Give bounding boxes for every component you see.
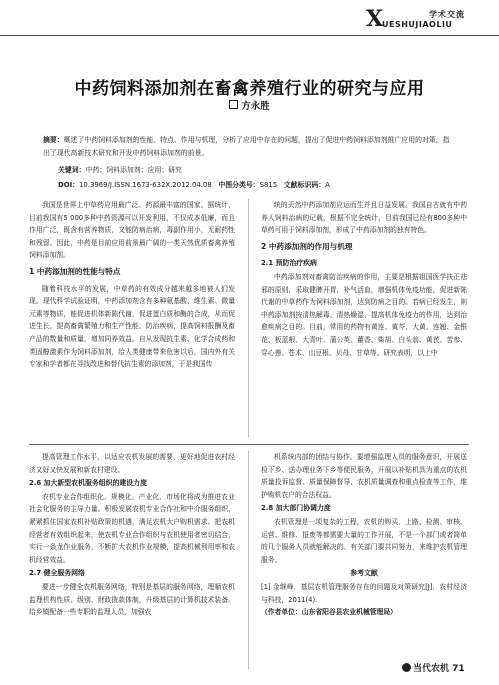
section-heading-2: 2 中药添加剂的作用与机理 [261,241,353,251]
clc-label: 中图分类号： [218,181,260,189]
author-line [0,98,499,112]
column-divider [248,199,249,437]
article-title: 中药饲料添加剂在畜禽养殖行业的研究与应用 [74,79,425,99]
section-heading-1: 1 中药添加剂的性能与特点 [29,266,121,276]
section-label-pinyin: UESHUJIAOLIU [382,20,453,29]
subsection-heading-2-8: 2.8 加大部门协调力度 [261,504,331,513]
page-footer [402,661,465,674]
paragraph: 随着科技水平的发展，中草药的有效成分越来越多地被人们发现。现代科学试验证明，中药添加剂含有多种氨基酸、维生素、微量元素等物质，能促进机体新陈代谢，促进蛋白质和酶的合成，从而促进生长，提高畜禽繁殖力和生产性能，防治疾病，提高饲料报酬及畜产品的数量和质量，增加同养效益。自从发现抗生素、化学合成药和类固醇激素作为饲料添加剂，给人类健康带来危害以后，国内外有关专家和学者都在寻找改进和替代抗生素的添加剂，于是我国传 [29,284,235,369]
subsection-heading-2-1: 2.1 预防治疗疾病 [261,259,317,268]
author-affiliation: （作者单位：山东省阳谷县农业机械管理局） [261,608,397,617]
journal-logo-icon [402,663,411,672]
column-lower-right [261,451,467,619]
column-divider [248,451,249,669]
paragraph: 要进一步健全农机服务网络，特别是基层的服务网络，理顺农机监理机构性质、级别、财政拨款体制，升级基层的计算机技术装备。给乡镇配备一些专职的监理人员，加强农 [29,582,235,617]
keywords [58,164,182,174]
column-lower-left [29,451,235,619]
subsection-heading-2-6: 2.6 加大新型农机服务组织的建设力度 [29,479,147,488]
doc-code-label: 文献标识码： [283,181,326,189]
article-separator [29,444,469,445]
keywords-label: 关键词： [58,166,86,174]
paragraph: 统的天然中药添加剂应运而生并且日益发展。我国自古就有中药养人饲料治病的记载，根据不完全统计，目前我国已经有800多种中草药可用于饲料添加剂，形成了中药添加剂的独有特色。 [261,201,467,235]
journal-logo-letter: X [366,6,384,32]
paragraph: 农机管理是一项复杂的工程，农机的购买、上路、检测、审核、运营、维修、报废等都需要大量的工作开展，不是一个部门或者简单的几个服务人员就能解决的。有关部门要共同努力，来维护农机管理服务。 [261,517,467,564]
paragraph: 提高管理工作水平，以适应农机发展的需要，更好地促进农村经济又好又快发展和新农村建设。 [29,453,235,474]
page-number: 71 [452,664,465,674]
section-label: 学术交流 [429,10,465,19]
doi-value: 10.3969/J.ISSN.1673-632X.2012.04.08 [79,181,212,189]
column-upper-right [261,199,467,359]
paragraph: 机系统内部的团结与协作。要增强监理人员的服务意识，开展送检下乡、送办理业务下乡等便民服务，开展以补贴机具为重点的农机质量投诉监督、质量保障督导、农机质量调查和重点检查等工作，维护购机农户的合法权益。 [261,453,467,499]
paragraph: 农机专业合作组织化、规模化、产业化、市场化将成为推进农业社会化服务的主导力量。积极发展农机专业合作社和中介服务组织，紧紧抓住国家农机补贴政策的机遇，满足农机大户购机需求。把农机经营者有效组织起来，使农机专业合作组织与农机使用者密切结合，实行一条龙作业服务，不断扩大农机作业规模，提高机械利用率和农机经营效益。 [29,492,235,564]
doi-label: DOI： [58,181,80,189]
paragraph: 我国是世界上中草药应用最广泛、药源最丰富的国家。据统计，目前我国有5 000多种中药资源可以开发利用，不仅成本低廉，而且作用广泛，既含有营养物质，又能防病治病，毒副作用小，无耐药性和残留。因此，中药是目前应用前景最广阔的一类天然优质畜禽养殖饲料添加剂。 [29,201,235,260]
abstract [43,134,455,160]
article-meta [58,179,330,189]
doc-code-value: A [325,181,330,189]
references-heading: 参考文献 [350,569,378,578]
column-upper-left [29,199,235,371]
header-rule [0,35,499,36]
reference-item: [1] 金继峰．基层农机管理服务存在的问题及对策研究[J]．农村经济与科技，2011(4). [261,582,467,604]
keywords-text: 中药；饲料添加剂；应用；研究 [85,166,183,174]
abstract-label: 摘要： [43,136,64,144]
author-box-icon [229,100,238,109]
abstract-text: 概述了中药饲料添加剂的性能、特点、作用与机理，分析了应用中存在的问题，提出了促进中药饲料添加剂推广应用的对策，指出了现代高新技术研究和开发中药饲料添加剂的前景。 [43,136,450,157]
clc-value: S815 [259,181,278,189]
subsection-heading-2-7: 2.7 健全服务网络 [29,569,85,578]
author-name: 方永胜 [241,101,270,112]
journal-name: 当代农机 [413,664,450,674]
paragraph: 中药添加剂对畜禽防治疾病的作用，主要是根据祖国医学扶正祛邪的原则，采取健脾开胃，补气活血，增强机体免疫功能，促进新陈代谢的中草药作为饲料添加剂，达到防病之目的。若病已经发生，则中药添加剂按清热解毒、清热燥湿、提高机体免疫力的作用，达到治愈疾病之目的。目前，常用的药物有黄连、黄芩、大黄、连翘、金银花、板蓝根、大青叶、蒲公英、藿香、柴胡、白头翁、黄芪、苦参、穿心莲、苍术、山豆根、贝母、甘草等。研究表明，以上中 [261,272,467,357]
